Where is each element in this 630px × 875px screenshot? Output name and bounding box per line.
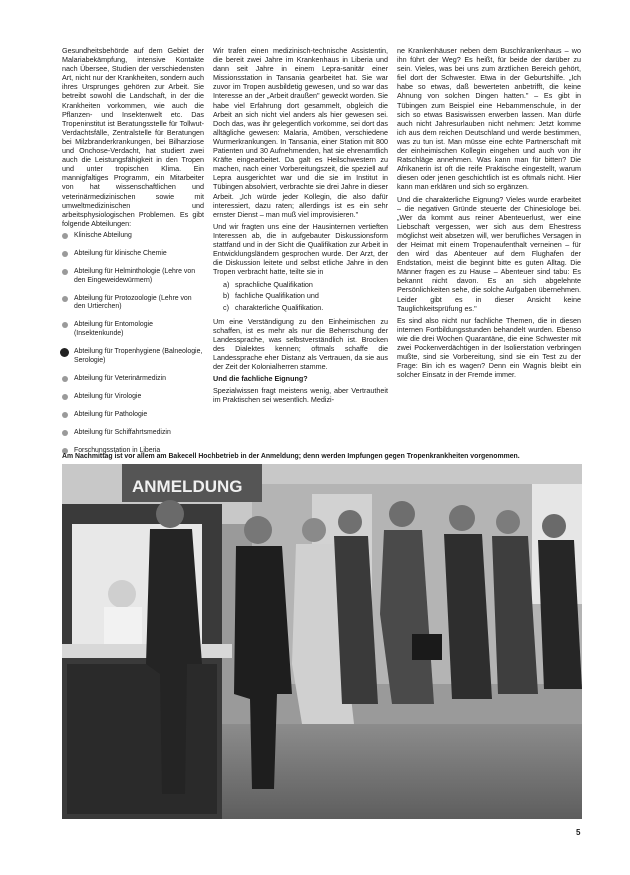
bullet-icon (62, 269, 68, 275)
person-head (302, 518, 326, 542)
qualification-item: a) sprachliche Qualifikation (223, 280, 313, 290)
person-head (496, 510, 520, 534)
page-number: 5 (576, 828, 581, 837)
section-subheading: Und die fachliche Eignung? (213, 374, 308, 384)
bullet-icon (62, 412, 68, 418)
person-head (389, 501, 415, 527)
department-item: Forschungsstation in Liberia (62, 447, 204, 456)
registration-photo (62, 464, 582, 819)
nurse-body (104, 607, 142, 644)
department-item: Abteilung für Helminthologie (Lehre von den Eingeweidewürmern) (62, 268, 204, 285)
department-item: Abteilung für klinische Chemie (62, 250, 204, 259)
photo-caption: Am Nachmittag ist vor allem am Bakecell Hochbetrieb in der Anmeldung; denn werden Impfungen gegen Tropenkrankheiten vorgenommen. (62, 453, 520, 460)
column1-intro: Gesundheitsbehörde auf dem Gebiet der Malariabekämpfung, intensive Kontakte nach Übersee, Studien der verschiedensten Art, nicht nur der Krankheiten, sondern auch ihres Ursprunges gehören zur Arbeit. Sie betreibt sowohl die Landschaft, in der die Krankheiten vorkommen, wie auch die Pflanzen- und Insektenwelt etc. Das Tropeninstitut ist Beratungsstelle für Tollwut-Verdachtsfälle, Zentralstelle für Beratungen bei Milzbranderkrankungen, bei Bilharziose und Onchose-Verdacht, hat studiert zwei auch die Leistungsfähigkeit in den Tropen und unter tropischen Klima. Ein mannigfaltiges Programm, ein Mitarbeiter von hat wissenschaftlichen und veterinärmedizinischen sowie mit umweltmedizinischen und arbeitsphysiologischen Problemen. Es gibt folgende Abteilungen: (62, 46, 204, 228)
bullet-icon (62, 322, 68, 328)
department-item: Klinische Abteilung (62, 232, 204, 241)
column2-paragraph: Um eine Verständigung zu den Einheimischen zu schaffen, ist es mehr als nur die Beherrschung der Landessprache, was selbstverständlich ist. Brocken des Dialektes kennen; oftmals schaffe die Landessprache eher Distanz als Vertrauen, da sie aus der Zeit der Kolonialherren stamme. (213, 316, 388, 372)
bullet-icon (62, 430, 68, 436)
department-item: Abteilung für Pathologie (62, 411, 204, 420)
nurse-head (108, 580, 136, 608)
qualification-list (223, 280, 388, 311)
bullet-icon (62, 251, 68, 257)
bullet-icon (62, 233, 68, 239)
department-item: Abteilung für Schiffahrtsmedizin (62, 429, 204, 438)
column2-paragraph: Und wir fragten uns eine der Hausinternen vertieften Interessen ab, die in aufgebauter Diskussionsform stattfand und in der Sicht die Qualifikation zur Arbeit in Entwicklungsländern gesprochen wurde. Der Arzt, der die Diskussion leitete und selbst etliche Jahre in den Tropen verbracht hatte, teilte sie in (213, 221, 388, 277)
sign-text: ANMELDUNG (132, 477, 243, 496)
person-head (244, 516, 272, 544)
person-head (156, 500, 184, 528)
qualification-item: b) fachliche Qualifikation und (223, 291, 319, 301)
column2-paragraph: Wir trafen einen medizinisch-technische Assistentin, die bereit zwei Jahre im Krankenhaus in Liberia und dann seit Jahre in einem Lepra-sanitär einer Missionsstation in Tansania gearbeitet hat. Sie war zuvor im Tropen ausbildetig gewesen, und so war das Interesse an der „Arbeit draußen" geweckt worden. Sie habe viel Erfahrung dort gesammelt, obgleich die Arbeit an sich nicht viel anders als hier gewesen sei. Doch das, was ihr gelegentlich vorkomme, sei dort das alltägliche gewesen: Malaria, Amöben, verschiedene Wurmerkrankungen. In Tansania, einer Station mit 800 Patienten und 30 Aufnehmenden, hat sie ehrenamtlich Kräfte eingearbeitet. Da galt es Heilschwestern zu machen, nach einer Vorbereitungszeit, die speziell auf Lepra ausgerichtet war und die sie im Institut in Tübingen absolviert, verbrachte sie drei Jahre in dieser Arbeit. „Ich würde jeder Kollegin, die also dafür interessiert, dazu raten; allerdings ist es ein sehr ernster Dienst – man muß viel improvisieren." (213, 46, 388, 219)
photo-illustration (62, 464, 582, 819)
department-item: Abteilung für Tropenhygiene (Balneologie, Serologie) (62, 348, 204, 365)
floor (222, 724, 582, 819)
department-item: Abteilung für Veterinärmedizin (62, 375, 204, 384)
qualification-item: c) charakterliche Qualifikation. (223, 302, 324, 312)
column3-paragraph: Es sind also nicht nur fachliche Themen, die in diesen internen Fortbildungsstunden behandelt wurden. Ebenso wie die drei Wochen Quarantäne, die eine Schwester mit zwei Pockenverdächtigen in der Isolierstation verbringen mußte, sind sie Vorbereitung, sind sie ein Test zu der Frage: Bin ich es wagen? Denn ein Wagnis bleibt ein solcher Einsatz in der Fremde immer. (397, 315, 581, 380)
column3-paragraph: Und die charakterliche Eignung? Vieles wurde erarbeitet – die negativen Gründe steuerte der Chinesiologe bei. „Wer da kommt aus reiner Abenteuerlust, wer eine Liebschaft vergessen, wer sich aus dem Ehestress möglichst weit absetzen will, wer berufliches Versagen in der Heimat mit einem Tropenaufenthalt verneinen – für den wird das Abenteuer auf dem Flughafen der Endstation, meist die beginnt bitte es guten Alltag. Die Männer fragen es zu Hause – Abenteuer sind tabu: Es bekannt nicht davon. Es an sich abgelehnte Persönlichkeiten sehe, die solche Aufgaben übernehmen. Leider gibt es in dieser Ansicht keine Tauglichkeitsprüfung es." (397, 194, 581, 313)
bullet-icon (62, 394, 68, 400)
bullet-icon (62, 296, 68, 302)
counter-front (67, 664, 217, 814)
person-head (542, 514, 566, 538)
person-head (338, 510, 362, 534)
department-item: Abteilung für Entomologie (Insektenkunde) (62, 321, 204, 338)
text-column-3 (397, 46, 581, 450)
text-column-1 (62, 46, 204, 455)
person-head (449, 505, 475, 531)
bullet-icon (62, 376, 68, 382)
bullet-icon (60, 348, 69, 357)
department-item: Abteilung für Virologie (62, 393, 204, 402)
handbag (412, 634, 442, 660)
department-item: Abteilung für Protozoologie (Lehre von den Urtierchen) (62, 295, 204, 312)
column2-paragraph: Spezialwissen fragt meistens wenig, aber Vertrautheit im Praktischen sei wesentlich. Medizi- (213, 386, 388, 405)
text-column-2 (213, 46, 388, 450)
department-list (62, 232, 204, 456)
column3-paragraph: ne Krankenhäuser neben dem Buschkrankenhaus – wo ihn führt der Weg? Es heißt, für beide der darüber zu sein. Vieles, was bei uns zum ärztlichen Bereich gehört, fiel dort der Schwester. Etwa in der Geburtshilfe. „Ich habe so etwas, daß bewerteten anbetrifft, die keine Ahnung von solchen Dingen hatten." – Es gibt in Tübingen zum Beispiel eine Hebammenschule, in der sich so etwas Basiswissen erwerben lassen. Man dürfe auch nicht Jahresurlauben nicht nehmen: Jetzt komme ich aus dem reichen Deutschland und werde bestimmen, was zu tun ist. Man müsse eine echte Partnerschaft mit der einheimischen Kollegin eingehen und auch von ihr Ratschläge annehmen. Was kann man für bitten? Die Afrikanerin ist oft die reife Praktische eingestellt, warum diesen oder jenen geschichtlich ist es oftmals nicht. Hier kann man erklären und sich so ergänzen. (397, 46, 581, 192)
